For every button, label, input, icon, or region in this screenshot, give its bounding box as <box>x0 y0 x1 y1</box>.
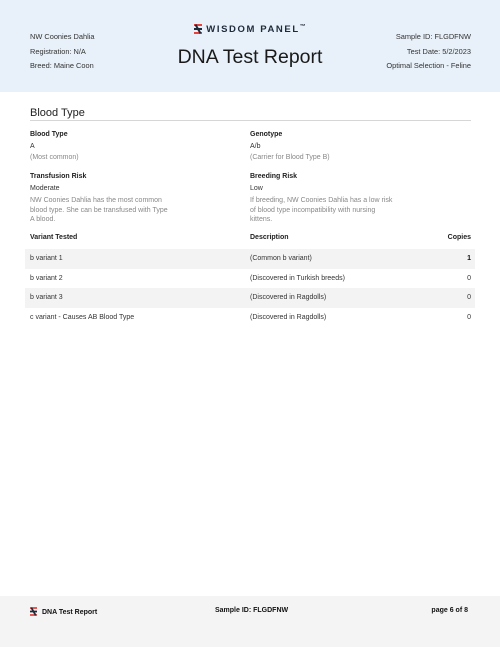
report-header <box>0 0 500 92</box>
wisdom-panel-logo-icon <box>30 607 37 618</box>
header-copies: Copies <box>447 234 471 241</box>
test-date: Test Date: 5/2/2023 <box>406 46 471 56</box>
header-description: Description <box>250 234 289 241</box>
description-cell: (Discovered in Ragdolls) <box>250 313 327 321</box>
note-line: kittens. <box>250 216 273 223</box>
sample-info <box>386 30 471 74</box>
genotype-field <box>250 129 330 164</box>
note-line: of blood type incompatibility with nursing <box>250 206 376 214</box>
genotype-value: A/b <box>250 142 261 150</box>
breeding-risk-value: Low <box>250 184 263 192</box>
note-line: NW Coonies Dahlia has the most common <box>30 197 162 204</box>
copies-cell: 0 <box>467 313 471 321</box>
blood-type-field <box>30 129 79 164</box>
sample-id: Sample ID: FLGDFNW <box>395 32 471 41</box>
breed: Breed: Maine Coon <box>30 61 94 70</box>
breeding-risk-label: Breeding Risk <box>250 173 298 180</box>
variant-cell: b variant 2 <box>30 274 63 282</box>
description-cell: (Discovered in Turkish breeds) <box>250 274 345 282</box>
variant-cell: b variant 1 <box>30 255 63 262</box>
footer-sample-id: Sample ID: FLGDFNW <box>215 607 289 614</box>
footer-report-label: DNA Test Report <box>42 609 98 616</box>
note-line: If breeding, NW Coonies Dahlia has a low risk <box>250 197 393 204</box>
note-line: A blood. <box>30 216 56 223</box>
section-divider <box>30 120 471 121</box>
pet-name: NW Coonies Dahlia <box>30 32 95 41</box>
variant-cell: b variant 3 <box>30 294 63 301</box>
page-title: DNA Test Report <box>177 46 323 68</box>
transfusion-risk-field <box>30 171 168 225</box>
breeding-risk-note <box>250 196 392 225</box>
copies-cell: 0 <box>467 274 471 282</box>
description-cell: (Discovered in Ragdolls) <box>250 294 327 301</box>
transfusion-risk-label: Transfusion Risk <box>30 173 87 180</box>
footer-report <box>30 607 97 618</box>
table-row <box>25 249 475 269</box>
blood-type-label: Blood Type <box>30 131 68 138</box>
table-row <box>25 308 475 328</box>
copies-cell: 1 <box>467 255 471 262</box>
section-title: Blood Type <box>30 107 85 119</box>
brand-name: WISDOM PANEL <box>206 24 300 35</box>
brand-tm: ™ <box>299 24 306 30</box>
registration: Registration: N/A <box>30 46 86 56</box>
genotype-note: (Carrier for Blood Type B) <box>250 154 330 161</box>
genotype-label: Genotype <box>250 131 283 138</box>
table-row <box>25 269 475 289</box>
variant-cell: c variant - Causes AB Blood Type <box>30 313 135 321</box>
description-cell: (Common b variant) <box>250 255 312 262</box>
header-variant: Variant Tested <box>30 234 78 241</box>
transfusion-risk-value: Moderate <box>30 184 60 192</box>
page-number: page 6 of 8 <box>431 607 468 614</box>
wisdom-panel-logo-icon <box>194 24 202 37</box>
copies-cell: 0 <box>467 294 471 301</box>
table-row <box>25 288 475 308</box>
breeding-risk-field <box>250 171 392 225</box>
report-footer <box>0 596 500 647</box>
selection: Optimal Selection - Feline <box>386 61 471 70</box>
note-line: blood type. She can be transfused with Type <box>30 206 168 214</box>
blood-type-value: A <box>30 142 35 150</box>
transfusion-risk-note <box>30 196 168 225</box>
blood-type-note: (Most common) <box>30 154 79 161</box>
